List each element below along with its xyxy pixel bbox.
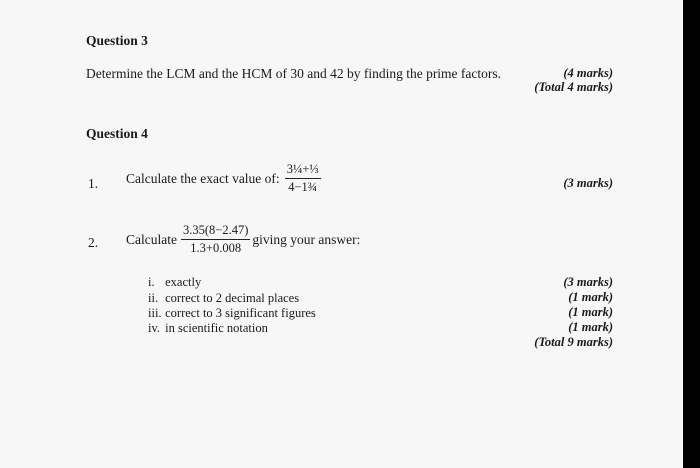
list-item-label: i. — [148, 275, 155, 289]
list-item-marks: (1 mark) — [568, 290, 613, 304]
item-1-number: 1. — [88, 176, 99, 191]
question-4-heading: Question 4 — [86, 126, 148, 141]
item-2-fraction-numerator: 3.35(8−2.47) — [181, 223, 250, 240]
item-2-fraction-denominator: 1.3+0.008 — [190, 241, 242, 255]
list-item — [148, 291, 299, 306]
item-1-fraction — [285, 162, 321, 195]
item-2-number: 2. — [88, 235, 99, 250]
list-item-text: correct to 2 decimal places — [165, 291, 300, 305]
item-2-text-before: Calculate — [126, 231, 177, 247]
list-item-label: iii. — [148, 306, 162, 320]
list-item — [148, 275, 201, 290]
item-1-question — [126, 162, 323, 195]
item-2-total-marks: (Total 9 marks) — [534, 335, 613, 349]
list-item-text: exactly — [165, 275, 202, 289]
item-2-fraction — [181, 223, 250, 256]
item-2-text-after: giving your answer: — [252, 231, 361, 247]
question-3-marks: (4 marks) — [563, 66, 613, 80]
list-item — [148, 321, 268, 336]
item-1-fraction-numerator: 3¼+⅓ — [285, 162, 321, 179]
item-1-marks: (3 marks) — [563, 176, 613, 190]
list-item — [148, 306, 316, 321]
item-1-fraction-denominator: 4−1¾ — [288, 180, 318, 194]
question-3-text: Determine the LCM and the HCM of 30 and 42 by finding the prime factors. — [86, 66, 502, 81]
list-item-text: in scientific notation — [165, 321, 268, 335]
item-1-text: Calculate the exact value of: — [126, 170, 280, 186]
list-item-marks: (1 mark) — [568, 305, 613, 319]
list-item-marks: (3 marks) — [563, 275, 613, 289]
item-2-question — [126, 223, 360, 256]
list-item-text: correct to 3 significant figures — [165, 306, 316, 320]
list-item-label: iv. — [148, 321, 161, 335]
list-item-label: ii. — [148, 291, 159, 305]
question-3-total-marks: (Total 4 marks) — [534, 80, 613, 94]
list-item-marks: (1 mark) — [568, 320, 613, 334]
question-3-heading: Question 3 — [86, 33, 148, 48]
